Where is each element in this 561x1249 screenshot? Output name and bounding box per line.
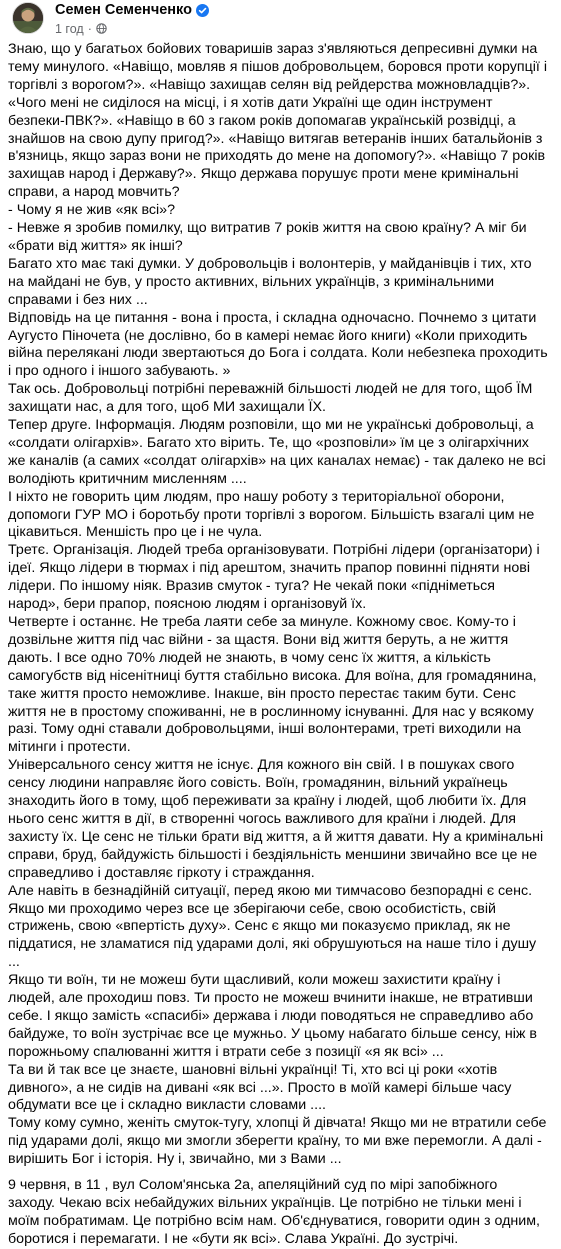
post-paragraph: Знаю, що у багатьох бойових товаришів зараз з'являються депресивні думки на тему минулого. «Навіщо, мовляв я пішов добровольцем, боровся проти корупції і торгівлі з ворогом?». «Навіщо захищав селян від рейдерства можновладців?». «Чого мені не сиділося на місці, і я хотів дати Україні ще один інструмент безпеки-ПВК?». «Навіщо в 60 з гаком років допомагав українській розвідці, а знайшов на свою дупу пригод?». «Навіщо витягав ветеранів інших батальйонів з в'язниць, якщо зараз вони не приходять до мене на допомогу?». «Навіщо 7 років захищав народ і Державу?». Якщо держава порушує проти мене кримінальні справи, а народ мовчить? bbox=[8, 41, 547, 201]
globe-icon[interactable] bbox=[96, 23, 107, 34]
author-line bbox=[55, 1, 209, 19]
post-paragraph: Тому кому сумно, женіть смуток-тугу, хлопці й дівчата! Якщо ми не втратили себе під ударами долі, якщо ми змогли зберегти країну, то ми вже перемогли. А далі - вирішить Бог і історія. Ну і, звичайно, ми з Вами ... bbox=[8, 1115, 547, 1168]
post-paragraph: Багато хто має такі думки. У добровольців і волонтерів, у майданівців і тих, хто на майдані не був, у просто активних, вільних українців, з кримінальними справами і без них ... bbox=[8, 255, 532, 308]
post-paragraph: Але навіть в безнадійній ситуації, перед якою ми тимчасово безпорадні є сенс. Якщо ми проходимо через все це зберігаючи себе, свою особистість, свій стрижень, свою «впертість духу». Сенс є якщо ми показуємо приклад, як не піддатися, не зламатися під ударами долі, які обрушуються на наше тіло і душу ... bbox=[8, 882, 537, 971]
author-name-link[interactable]: Семен Семенченко bbox=[55, 2, 192, 18]
post-timestamp-link[interactable]: 1 год bbox=[55, 21, 84, 36]
verified-badge-icon bbox=[196, 4, 209, 17]
avatar-photo bbox=[13, 3, 43, 33]
post-paragraph: - Чому я не жив «як всі»? bbox=[8, 202, 176, 219]
post-paragraph: - Невже я зробив помилку, що витратив 7 років життя на свою країну? А міг би «брати від життя» як інші? bbox=[8, 220, 527, 254]
author-avatar[interactable] bbox=[12, 2, 44, 34]
post-paragraph: Тепер друге. Інформація. Людям розповіли, що ми не українські добровольці, а «солдати олігархів». Багато хто вірить. Те, що «розповіли» їм це з олігархічних же каналів (а самих «солдат олігархів» на цих каналах немає) - так далеко не всі володіють критичним мисленням .... bbox=[8, 417, 546, 487]
post-meta bbox=[55, 21, 107, 36]
post-paragraph: Четверте і останнє. Не треба лаяти себе за минуле. Кожному своє. Кому-то і дозвільне життя під час війни - за щастя. Вони від життя беруть, а не життя дають. І все одно 70% людей не знають, в чому сенс їх життя, а кількість самогубств від нісенітниці буття стабільно висока. Для воїна, для громадянина, таке життя просто неможливе. Інакше, він просто перестає таким бути. Сенс життя не в простому споживанні, не в рослинному існуванні. Для нас у всякому разі. Тому одні ставали добровольцями, інші волонтерами, треті виходили на мітинги і протести. bbox=[8, 614, 537, 756]
post-paragraph: Якщо ти воїн, ти не можеш бути щасливий, коли можеш захистити країну і людей, але проходиш повз. Ти просто не можеш вчинити інакше, не втративши себе. І якщо замість «спасибі» держава і люди поводяться не справедливо або байдуже, то воїн зустрічає все це мужньо. У цьому набагато більше сенсу, ніж в порожньому спалюванні життя і втрати себе з позиції «я як всі» ... bbox=[8, 972, 537, 1060]
post-header bbox=[0, 0, 561, 44]
meta-separator: · bbox=[87, 21, 92, 36]
post-paragraph: Відповідь на це питання - вона і проста, і складна одночасно. Почнемо з цитати Аугусто Піночета (не дослівно, бо в камері немає його книги) «Коли приходить війна перелякані люди звертаються до Бога і солдата. Коли небезпека проходить і про одного і іншого забувають. » bbox=[8, 309, 548, 380]
post-paragraph: Третє. Організація. Людей треба організовувати. Потрібні лідери (організатори) і ідеї. Якщо лідери в тюрмах і під арештом, значить прапор повинні підняти нові лідери. По іншому ніяк. Вразив смуток - туга? Не чекай поки «підніметься народ», бери прапор, поясною людям і організовуй їх. bbox=[8, 542, 540, 613]
post-paragraph: І ніхто не говорить цим людям, про нашу роботу з територіальної оборони, допомоги ГУР МО і боротьбу проти торгівлі з ворогом. Більшість взагалі цим не цікавиться. Меншість про це і не чула. bbox=[8, 488, 535, 541]
post-paragraph: 9 червня, в 11 , вул Солом'янська 2а, апеляційний суд по мірі запобіжного заходу. Чекаю всіх небайдужих вільних українців. Це потрібно не тільки мені і моїм побратимам. Це потрібно всім нам. Об'єднуватися, говорити один з одним, боротися і перемагати. І не «бути як всі». Слава Україні. До зустрічі. bbox=[8, 1177, 540, 1247]
post-paragraph: Так ось. Добровольці потрібні переважній більшості людей не для того, щоб ЇМ захищати нас, а для того, щоб МИ захищали ЇХ. bbox=[8, 381, 533, 416]
post-paragraph: Та ви й так все це знаєте, шановні вільні українці! Ті, хто всі ці роки «хотів дивного», а не сидів на дивані «як всі ...». Просто в моїй камері більше часу обдумати все це і складно викласти словами .... bbox=[8, 1061, 512, 1114]
post-text bbox=[8, 41, 548, 1249]
post-paragraph: Універсального сенсу життя не існує. Для кожного він свій. І в пошуках свого сенсу людини направляє його совість. Воїн, громадянин, вільний українець знаходить його в тому, щоб переживати за країну і людей, щоб любити їх. Для нього сенс життя в дії, в створенні чогось важливого для країни і людей. Для захисту їх. Це сенс не тільки брати від життя, а й життя давати. Ну а кримінальні справи, бруд, байдужість більшості і бездіяльність меншини звичайно все це не справедливо і доставляє гіркоту і страждання. bbox=[8, 757, 544, 881]
